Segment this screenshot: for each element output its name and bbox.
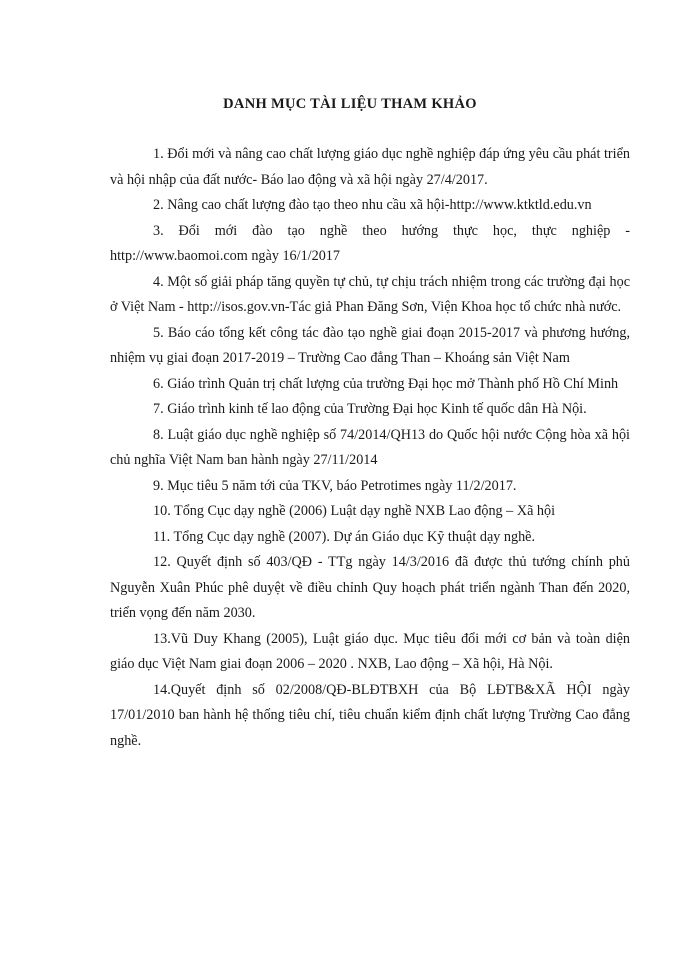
reference-item: 2. Nâng cao chất lượng đào tạo theo nhu cầu xã hội-http://www.ktktld.edu.vn — [153, 197, 592, 213]
reference-item: 5. Báo cáo tổng kết công tác đào tạo nghề giai đoạn 2015-2017 và phương hướng, nhiệm vụ giai đoạn 2017-2019 – Trường Cao đẳng Than – Khoáng sản Việt Nam — [110, 324, 630, 366]
reference-item: 14.Quyết định số 02/2008/QĐ-BLĐTBXH của Bộ LĐTB&XÃ HỘI ngày 17/01/2010 ban hành hệ thống tiêu chí, tiêu chuẩn kiểm định chất lượng Trường Cao đẳng nghề. — [110, 681, 630, 749]
reference-item: 1. Đổi mới và nâng cao chất lượng giáo dục nghề nghiệp đáp ứng yêu cầu phát triển và hội nhập của đất nước- Báo lao động và xã hội ngày 27/4/2017. — [110, 146, 630, 188]
reference-item: 8. Luật giáo dục nghề nghiệp số 74/2014/QH13 do Quốc hội nước Cộng hòa xã hội chủ nghĩa Việt Nam ban hành ngày 27/11/2014 — [110, 426, 630, 468]
reference-item: 6. Giáo trình Quản trị chất lượng của trường Đại học mở Thành phố Hồ Chí Minh — [153, 375, 619, 392]
reference-item: 7. Giáo trình kinh tế lao động của Trường Đại học Kinh tế quốc dân Hà Nội. — [153, 401, 587, 417]
page-title: DANH MỤC TÀI LIỆU THAM KHẢO — [223, 96, 477, 112]
reference-item: 3. Đổi mới đào tạo nghề theo hướng thực học, thực nghiệp - http://www.baomoi.com ngày 16/1/2017 — [110, 222, 630, 264]
reference-item: 11. Tổng Cục dạy nghề (2007). Dự án Giáo dục Kỹ thuật dạy nghề. — [153, 528, 536, 545]
reference-list — [110, 142, 630, 754]
reference-item: 13.Vũ Duy Khang (2005), Luật giáo dục. Mục tiêu đổi mới cơ bản và toàn diện giáo dục Việt Nam giai đoạn 2006 – 2020 . NXB, Lao động – Xã hội, Hà Nội. — [110, 630, 630, 672]
reference-item: 9. Mục tiêu 5 năm tới của TKV, báo Petrotimes ngày 11/2/2017. — [153, 477, 517, 494]
reference-item: 10. Tổng Cục dạy nghề (2006) Luật dạy nghề NXB Lao động – Xã hội — [153, 503, 556, 519]
reference-item: 4. Một số giải pháp tăng quyền tự chủ, tự chịu trách nhiệm trong các trường đại học ở Việt Nam - http://isos.gov.vn-Tác giả Phan Đăng Sơn, Viện Khoa học tổ chức nhà nước. — [110, 273, 630, 315]
reference-item: 12. Quyết định số 403/QĐ - TTg ngày 14/3/2016 đã được thủ tướng chính phủ Nguyễn Xuân Phúc phê duyệt về điều chỉnh Quy hoạch phát triển ngành Than đến 2020, triển vọng đến năm 2030. — [110, 554, 630, 621]
